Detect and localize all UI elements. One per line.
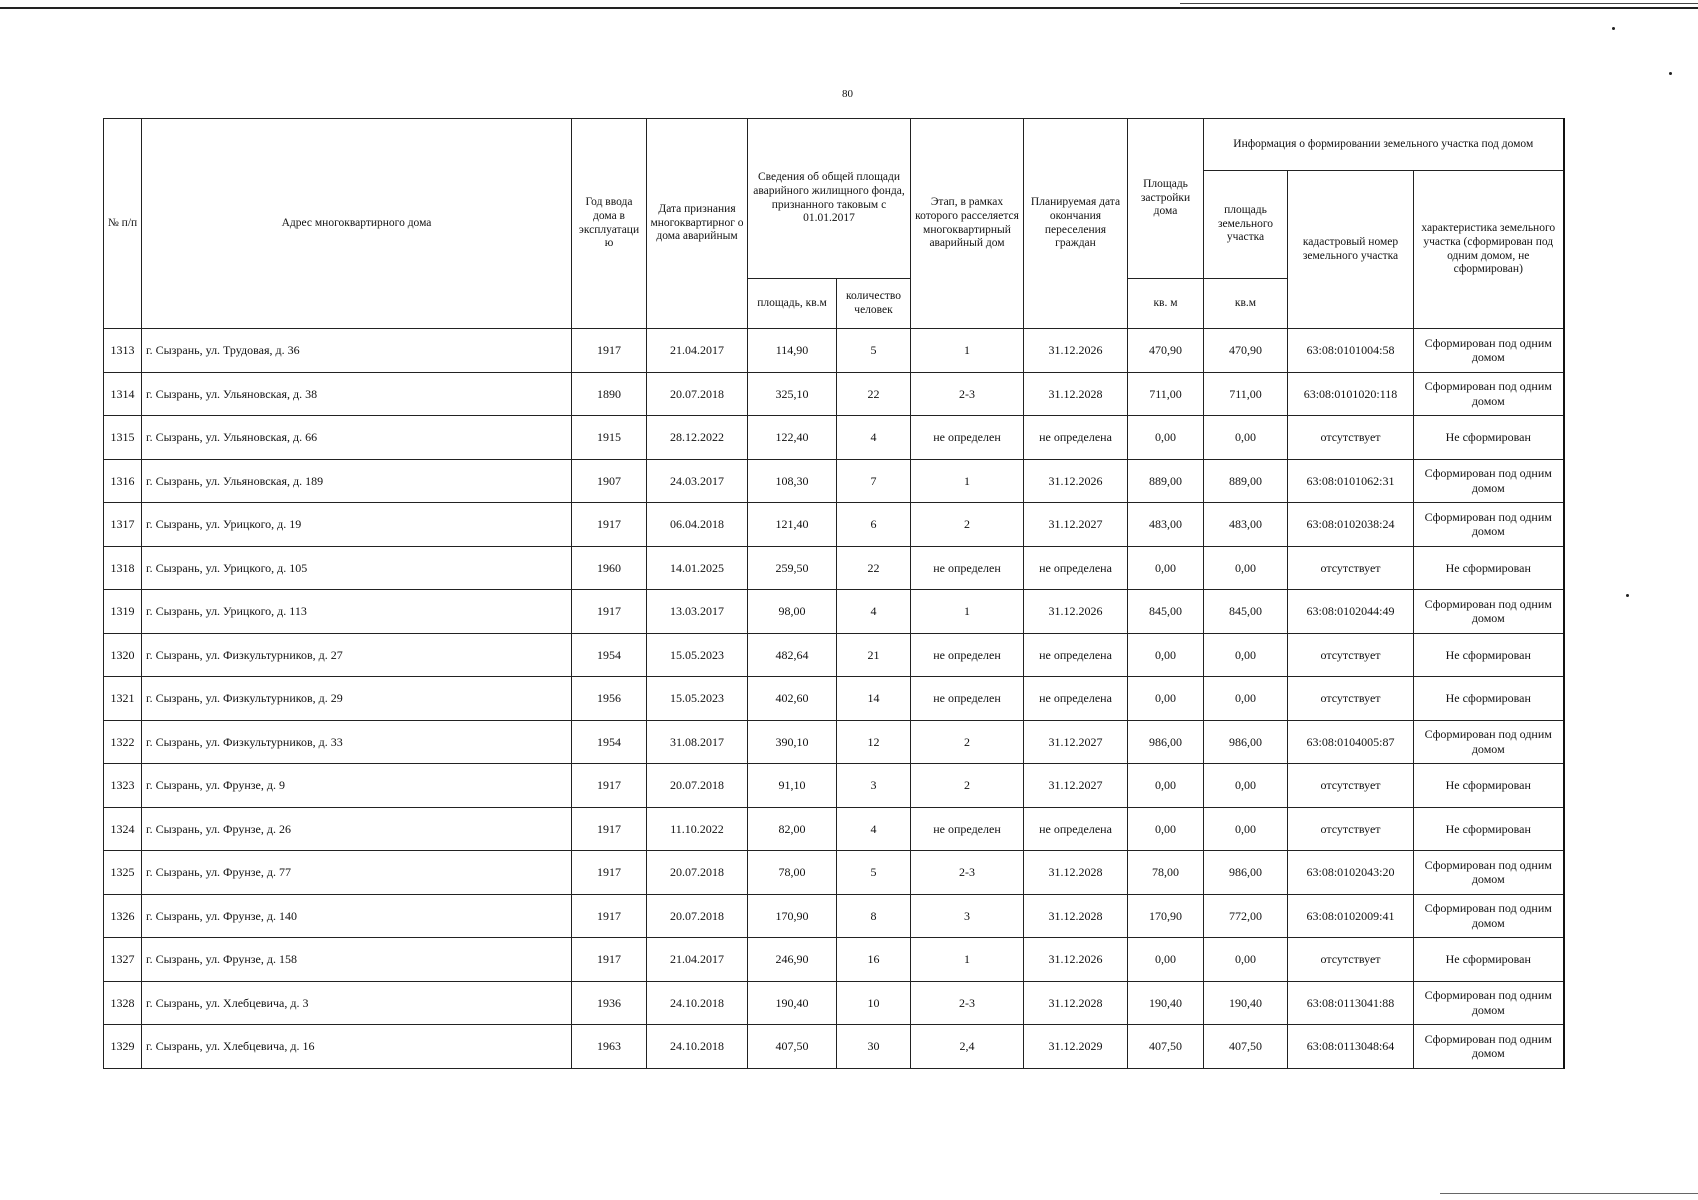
row-emergency-date: 20.07.2018 (647, 851, 748, 895)
row-cadastral: отсутствует (1288, 677, 1414, 721)
row-land-char: Не сформирован (1414, 546, 1564, 590)
row-planned-date: не определена (1024, 677, 1128, 721)
row-cadastral: отсутствует (1288, 633, 1414, 677)
row-cadastral: 63:08:0102044:49 (1288, 590, 1414, 634)
row-area: 98,00 (748, 590, 837, 634)
row-planned-date: 31.12.2028 (1024, 981, 1128, 1025)
row-emergency-date: 20.07.2018 (647, 894, 748, 938)
row-land-area: 407,50 (1204, 1025, 1288, 1069)
row-stage: не определен (911, 546, 1024, 590)
row-cadastral: отсутствует (1288, 807, 1414, 851)
row-stage: не определен (911, 677, 1024, 721)
row-land-area: 986,00 (1204, 720, 1288, 764)
row-cadastral: 63:08:0113041:88 (1288, 981, 1414, 1025)
row-cadastral: 63:08:0113048:64 (1288, 1025, 1414, 1069)
row-planned-date: не определена (1024, 807, 1128, 851)
row-building-area: 0,00 (1128, 807, 1204, 851)
row-land-area: 0,00 (1204, 764, 1288, 808)
row-stage: не определен (911, 416, 1024, 460)
row-building-area: 483,00 (1128, 503, 1204, 547)
header-unit-building: кв. м (1128, 279, 1204, 329)
row-planned-date: не определена (1024, 546, 1128, 590)
row-number: 1323 (104, 764, 142, 808)
header-address: Адрес многоквартирного дома (142, 119, 572, 329)
row-people: 5 (837, 851, 911, 895)
row-year: 1954 (572, 720, 647, 764)
row-year: 1917 (572, 764, 647, 808)
row-area: 325,10 (748, 372, 837, 416)
row-year: 1907 (572, 459, 647, 503)
row-planned-date: 31.12.2027 (1024, 764, 1128, 808)
row-address: г. Сызрань, ул. Хлебцевича, д. 16 (142, 1025, 572, 1069)
row-number: 1317 (104, 503, 142, 547)
scan-speck (1626, 594, 1629, 597)
scan-speck (1669, 72, 1672, 75)
row-land-area: 483,00 (1204, 503, 1288, 547)
row-land-char: Не сформирован (1414, 938, 1564, 982)
row-people: 4 (837, 416, 911, 460)
row-land-area: 0,00 (1204, 546, 1288, 590)
row-address: г. Сызрань, ул. Фрунзе, д. 26 (142, 807, 572, 851)
row-number: 1319 (104, 590, 142, 634)
row-area: 402,60 (748, 677, 837, 721)
row-area: 390,10 (748, 720, 837, 764)
row-address: г. Сызрань, ул. Урицкого, д. 105 (142, 546, 572, 590)
row-land-area: 0,00 (1204, 416, 1288, 460)
row-planned-date: 31.12.2026 (1024, 459, 1128, 503)
row-number: 1326 (104, 894, 142, 938)
row-building-area: 0,00 (1128, 416, 1204, 460)
row-people: 7 (837, 459, 911, 503)
scan-speck (1612, 27, 1615, 30)
row-land-char: Сформирован под одним домом (1414, 720, 1564, 764)
row-planned-date: 31.12.2028 (1024, 894, 1128, 938)
row-cadastral: 63:08:0101062:31 (1288, 459, 1414, 503)
table-row (104, 1025, 1564, 1069)
row-address: г. Сызрань, ул. Ульяновская, д. 66 (142, 416, 572, 460)
row-address: г. Сызрань, ул. Фрунзе, д. 77 (142, 851, 572, 895)
row-area: 170,90 (748, 894, 837, 938)
header-unit-land: кв.м (1204, 279, 1288, 329)
table-row (104, 459, 1564, 503)
header-num: № п/п (104, 119, 142, 329)
row-number: 1321 (104, 677, 142, 721)
row-land-char: Не сформирован (1414, 633, 1564, 677)
row-building-area: 407,50 (1128, 1025, 1204, 1069)
row-area: 407,50 (748, 1025, 837, 1069)
row-year: 1917 (572, 807, 647, 851)
header-stage: Этап, в рамках которого расселяется многоквартирный аварийный дом (911, 119, 1024, 329)
row-address: г. Сызрань, ул. Ульяновская, д. 189 (142, 459, 572, 503)
row-land-char: Сформирован под одним домом (1414, 459, 1564, 503)
row-land-area: 711,00 (1204, 372, 1288, 416)
row-year: 1917 (572, 503, 647, 547)
row-people: 16 (837, 938, 911, 982)
row-cadastral: отсутствует (1288, 416, 1414, 460)
row-area: 121,40 (748, 503, 837, 547)
row-number: 1316 (104, 459, 142, 503)
table-row (104, 720, 1564, 764)
scan-edge-line (0, 7, 1698, 9)
row-area: 482,64 (748, 633, 837, 677)
table-row (104, 677, 1564, 721)
row-year: 1917 (572, 590, 647, 634)
row-planned-date: 31.12.2029 (1024, 1025, 1128, 1069)
row-stage: не определен (911, 807, 1024, 851)
row-emergency-date: 15.05.2023 (647, 677, 748, 721)
row-address: г. Сызрань, ул. Физкультурников, д. 27 (142, 633, 572, 677)
header-planned-date: Планируемая дата окончания переселения граждан (1024, 119, 1128, 329)
row-planned-date: 31.12.2026 (1024, 329, 1128, 373)
row-number: 1328 (104, 981, 142, 1025)
row-emergency-date: 14.01.2025 (647, 546, 748, 590)
table-row (104, 894, 1564, 938)
table-body (104, 329, 1564, 1069)
row-people: 30 (837, 1025, 911, 1069)
row-emergency-date: 11.10.2022 (647, 807, 748, 851)
row-stage: 2,4 (911, 1025, 1024, 1069)
row-building-area: 845,00 (1128, 590, 1204, 634)
row-building-area: 889,00 (1128, 459, 1204, 503)
row-address: г. Сызрань, ул. Фрунзе, д. 158 (142, 938, 572, 982)
scan-edge-line (1440, 1193, 1698, 1194)
row-land-char: Сформирован под одним домом (1414, 590, 1564, 634)
row-building-area: 190,40 (1128, 981, 1204, 1025)
row-people: 14 (837, 677, 911, 721)
row-number: 1322 (104, 720, 142, 764)
row-land-char: Сформирован под одним домом (1414, 1025, 1564, 1069)
row-building-area: 986,00 (1128, 720, 1204, 764)
row-number: 1325 (104, 851, 142, 895)
row-address: г. Сызрань, ул. Физкультурников, д. 33 (142, 720, 572, 764)
row-number: 1320 (104, 633, 142, 677)
row-planned-date: 31.12.2028 (1024, 372, 1128, 416)
row-cadastral: 63:08:0102043:20 (1288, 851, 1414, 895)
row-number: 1329 (104, 1025, 142, 1069)
table-row (104, 807, 1564, 851)
row-number: 1324 (104, 807, 142, 851)
row-people: 10 (837, 981, 911, 1025)
row-people: 5 (837, 329, 911, 373)
row-land-area: 470,90 (1204, 329, 1288, 373)
row-emergency-date: 20.07.2018 (647, 372, 748, 416)
header-area-info: Сведения об общей площади аварийного жилищного фонда, признанного таковым с 01.01.2017 (748, 119, 911, 279)
row-cadastral: отсутствует (1288, 546, 1414, 590)
row-land-area: 845,00 (1204, 590, 1288, 634)
row-land-char: Сформирован под одним домом (1414, 503, 1564, 547)
row-cadastral: 63:08:0102038:24 (1288, 503, 1414, 547)
row-emergency-date: 21.04.2017 (647, 329, 748, 373)
row-address: г. Сызрань, ул. Трудовая, д. 36 (142, 329, 572, 373)
row-year: 1963 (572, 1025, 647, 1069)
row-number: 1313 (104, 329, 142, 373)
row-land-area: 772,00 (1204, 894, 1288, 938)
row-stage: 2-3 (911, 851, 1024, 895)
row-planned-date: 31.12.2027 (1024, 720, 1128, 764)
row-number: 1314 (104, 372, 142, 416)
row-planned-date: не определена (1024, 633, 1128, 677)
row-people: 12 (837, 720, 911, 764)
row-people: 22 (837, 546, 911, 590)
row-people: 21 (837, 633, 911, 677)
header-building-area: Площадь застройки дома (1128, 119, 1204, 279)
row-people: 3 (837, 764, 911, 808)
row-emergency-date: 20.07.2018 (647, 764, 748, 808)
table-row (104, 938, 1564, 982)
row-emergency-date: 24.10.2018 (647, 1025, 748, 1069)
row-people: 6 (837, 503, 911, 547)
row-land-char: Сформирован под одним домом (1414, 894, 1564, 938)
row-number: 1318 (104, 546, 142, 590)
row-stage: 1 (911, 590, 1024, 634)
row-building-area: 78,00 (1128, 851, 1204, 895)
row-address: г. Сызрань, ул. Фрунзе, д. 140 (142, 894, 572, 938)
table-row (104, 633, 1564, 677)
row-land-char: Не сформирован (1414, 677, 1564, 721)
row-planned-date: 31.12.2026 (1024, 590, 1128, 634)
row-area: 82,00 (748, 807, 837, 851)
header-land-info: Информация о формировании земельного участка под домом (1204, 119, 1564, 171)
row-year: 1917 (572, 938, 647, 982)
row-emergency-date: 21.04.2017 (647, 938, 748, 982)
row-cadastral: отсутствует (1288, 764, 1414, 808)
row-building-area: 0,00 (1128, 633, 1204, 677)
row-land-area: 0,00 (1204, 677, 1288, 721)
row-land-char: Не сформирован (1414, 764, 1564, 808)
row-address: г. Сызрань, ул. Фрунзе, д. 9 (142, 764, 572, 808)
row-number: 1327 (104, 938, 142, 982)
table-row (104, 981, 1564, 1025)
row-emergency-date: 13.03.2017 (647, 590, 748, 634)
row-area: 108,30 (748, 459, 837, 503)
row-stage: 2 (911, 764, 1024, 808)
row-emergency-date: 15.05.2023 (647, 633, 748, 677)
row-year: 1954 (572, 633, 647, 677)
row-cadastral: 63:08:0101020:118 (1288, 372, 1414, 416)
row-land-char: Сформирован под одним домом (1414, 329, 1564, 373)
row-stage: 2 (911, 503, 1024, 547)
row-planned-date: 31.12.2026 (1024, 938, 1128, 982)
row-address: г. Сызрань, ул. Урицкого, д. 19 (142, 503, 572, 547)
row-planned-date: не определена (1024, 416, 1128, 460)
row-building-area: 170,90 (1128, 894, 1204, 938)
row-building-area: 470,90 (1128, 329, 1204, 373)
row-emergency-date: 06.04.2018 (647, 503, 748, 547)
row-year: 1915 (572, 416, 647, 460)
row-area: 78,00 (748, 851, 837, 895)
row-land-area: 889,00 (1204, 459, 1288, 503)
row-year: 1960 (572, 546, 647, 590)
row-people: 22 (837, 372, 911, 416)
table-row (104, 416, 1564, 460)
row-stage: 1 (911, 459, 1024, 503)
row-area: 122,40 (748, 416, 837, 460)
row-stage: не определен (911, 633, 1024, 677)
row-stage: 1 (911, 329, 1024, 373)
row-emergency-date: 28.12.2022 (647, 416, 748, 460)
row-address: г. Сызрань, ул. Урицкого, д. 113 (142, 590, 572, 634)
row-land-area: 0,00 (1204, 807, 1288, 851)
table-row (104, 851, 1564, 895)
table-row (104, 546, 1564, 590)
row-cadastral: 63:08:0102009:41 (1288, 894, 1414, 938)
table-row (104, 764, 1564, 808)
row-people: 4 (837, 590, 911, 634)
header-people: количество человек (837, 279, 911, 329)
header-year: Год ввода дома в эксплуатаци ю (572, 119, 647, 329)
row-building-area: 0,00 (1128, 546, 1204, 590)
row-year: 1956 (572, 677, 647, 721)
row-stage: 3 (911, 894, 1024, 938)
row-cadastral: отсутствует (1288, 938, 1414, 982)
row-area: 91,10 (748, 764, 837, 808)
row-land-char: Не сформирован (1414, 416, 1564, 460)
header-land-char: характеристика земельного участка (сформирован под одним домом, не сформирован) (1414, 171, 1564, 329)
row-number: 1315 (104, 416, 142, 460)
row-building-area: 0,00 (1128, 764, 1204, 808)
row-planned-date: 31.12.2028 (1024, 851, 1128, 895)
row-building-area: 0,00 (1128, 677, 1204, 721)
row-people: 4 (837, 807, 911, 851)
row-area: 246,90 (748, 938, 837, 982)
row-planned-date: 31.12.2027 (1024, 503, 1128, 547)
row-address: г. Сызрань, ул. Хлебцевича, д. 3 (142, 981, 572, 1025)
row-land-char: Сформирован под одним домом (1414, 851, 1564, 895)
row-stage: 2-3 (911, 372, 1024, 416)
row-stage: 2-3 (911, 981, 1024, 1025)
row-area: 190,40 (748, 981, 837, 1025)
header-emergency-date: Дата признания многоквартирног о дома аварийным (647, 119, 748, 329)
row-year: 1936 (572, 981, 647, 1025)
row-emergency-date: 24.10.2018 (647, 981, 748, 1025)
row-year: 1917 (572, 329, 647, 373)
header-land-area: площадь земельного участка (1204, 171, 1288, 279)
row-land-area: 190,40 (1204, 981, 1288, 1025)
row-address: г. Сызрань, ул. Ульяновская, д. 38 (142, 372, 572, 416)
row-address: г. Сызрань, ул. Физкультурников, д. 29 (142, 677, 572, 721)
row-land-char: Не сформирован (1414, 807, 1564, 851)
row-stage: 1 (911, 938, 1024, 982)
row-land-char: Сформирован под одним домом (1414, 372, 1564, 416)
row-emergency-date: 24.03.2017 (647, 459, 748, 503)
scan-edge-line (1180, 3, 1698, 4)
table-row (104, 590, 1564, 634)
table-row (104, 503, 1564, 547)
row-year: 1917 (572, 851, 647, 895)
row-land-area: 0,00 (1204, 938, 1288, 982)
row-year: 1917 (572, 894, 647, 938)
header-cadastral: кадастровый номер земельного участка (1288, 171, 1414, 329)
row-land-area: 0,00 (1204, 633, 1288, 677)
row-people: 8 (837, 894, 911, 938)
table-row (104, 372, 1564, 416)
row-area: 114,90 (748, 329, 837, 373)
page-number: 80 (842, 88, 853, 100)
row-land-area: 986,00 (1204, 851, 1288, 895)
row-building-area: 711,00 (1128, 372, 1204, 416)
header-area-sqm: площадь, кв.м (748, 279, 837, 329)
emergency-housing-table (103, 118, 1565, 1069)
row-stage: 2 (911, 720, 1024, 764)
row-year: 1890 (572, 372, 647, 416)
row-cadastral: 63:08:0101004:58 (1288, 329, 1414, 373)
row-land-char: Сформирован под одним домом (1414, 981, 1564, 1025)
table-row (104, 329, 1564, 373)
row-cadastral: 63:08:0104005:87 (1288, 720, 1414, 764)
row-emergency-date: 31.08.2017 (647, 720, 748, 764)
row-area: 259,50 (748, 546, 837, 590)
row-building-area: 0,00 (1128, 938, 1204, 982)
